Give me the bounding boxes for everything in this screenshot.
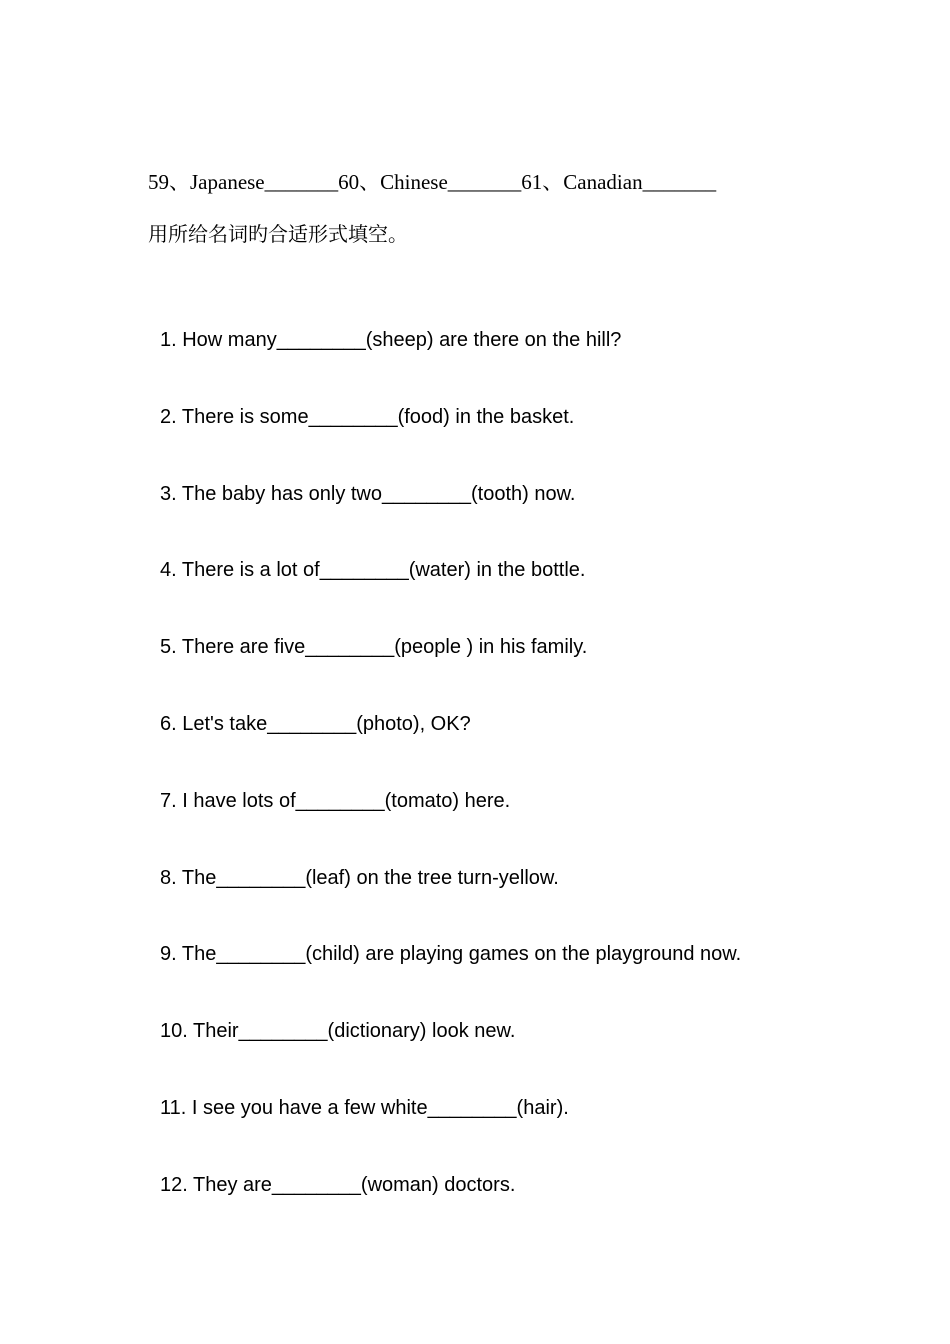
- question-item: 11. I see you have a few white________(hair).: [160, 1096, 569, 1119]
- question-item: 4. There is a lot of________(water) in the bottle.: [160, 559, 586, 582]
- question-item: 2. There is some________(food) in the basket.: [160, 405, 575, 428]
- question-item: 3. The baby has only two________(tooth) now.: [160, 482, 576, 505]
- question-item: 5. There are five________(people ) in his family.: [160, 636, 588, 659]
- question-item: 10. Their________(dictionary) look new.: [160, 1020, 516, 1043]
- question-item: 8. The________(leaf) on the tree turn-yellow.: [160, 866, 559, 889]
- exercise-instruction: 用所给名词旳合适形式填空。: [148, 222, 408, 246]
- question-item: 9. The________(child) are playing games on the playground now.: [160, 943, 742, 966]
- question-item: 6. Let's take________(photo), OK?: [160, 712, 471, 735]
- nationality-exercise-line: 59、Japanese_______60、Chinese_______61、Canadian_______: [148, 170, 717, 194]
- question-item: 7. I have lots of________(tomato) here.: [160, 789, 511, 812]
- question-item: 12. They are________(woman) doctors.: [160, 1173, 516, 1196]
- question-list: [160, 326, 741, 1248]
- question-item: 1. How many________(sheep) are there on the hill?: [160, 329, 622, 351]
